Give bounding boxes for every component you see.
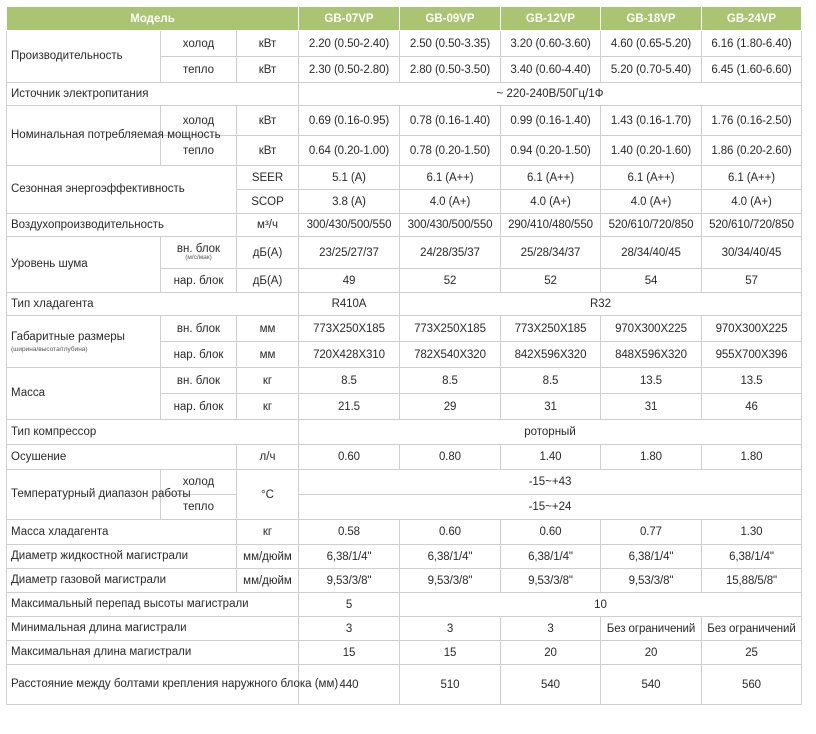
refrigerant-value-rest: R32: [400, 293, 802, 316]
bolt-distance-label: Расстояние между болтами крепления наружного блока (мм): [7, 665, 299, 705]
refrigerant-mass-unit: кг: [237, 520, 299, 545]
dimensions-indoor-label: вн. блок: [161, 316, 237, 342]
compressor-value: роторный: [299, 420, 802, 445]
weight-indoor-value: 13.5: [601, 368, 702, 394]
bolt-distance-value: 510: [400, 665, 501, 705]
min-length-value: 3: [400, 617, 501, 641]
dehumidification-value: 0.80: [400, 445, 501, 470]
capacity-cool-value: 2.50 (0.50-3.35): [400, 31, 501, 57]
seer-value: 6.1 (A++): [601, 166, 702, 190]
temp-range-heat-value: -15~+24: [299, 495, 802, 520]
max-length-value: 20: [501, 641, 601, 665]
power-input-heat-value: 0.78 (0.20-1.50): [400, 136, 501, 166]
max-length-value: 15: [299, 641, 400, 665]
dehumidification-value: 1.80: [702, 445, 802, 470]
weight-indoor-value: 8.5: [299, 368, 400, 394]
dehumidification-value: 1.80: [601, 445, 702, 470]
gas-pipe-value: 9,53/3/8": [501, 569, 601, 593]
table-row: [7, 106, 802, 136]
temp-range-label: Температурный диапазон работы: [7, 470, 161, 520]
capacity-cool-value: 2.20 (0.50-2.40): [299, 31, 400, 57]
bolt-distance-value: 440: [299, 665, 400, 705]
capacity-unit-cool: кВт: [237, 31, 299, 57]
capacity-heat-value: 2.30 (0.50-2.80): [299, 57, 400, 83]
header-model-2: GB-09VP: [400, 7, 501, 31]
table-row: [7, 593, 802, 617]
max-length-value: 25: [702, 641, 802, 665]
table-row: [7, 665, 802, 705]
min-length-label: Минимальная длина магистрали: [7, 617, 299, 641]
noise-indoor-value: 28/34/40/45: [601, 237, 702, 269]
power-supply-value: ~ 220-240В/50Гц/1Ф: [299, 83, 802, 106]
airflow-value: 520/610/720/850: [702, 214, 802, 237]
table-row: [7, 293, 802, 316]
gas-pipe-value: 9,53/3/8": [601, 569, 702, 593]
dimensions-note: (ширина/высота/глубина): [11, 346, 88, 354]
weight-outdoor-value: 31: [501, 394, 601, 420]
capacity-cool-value: 4.60 (0.65-5.20): [601, 31, 702, 57]
noise-indoor-note: (м/с/мак): [185, 254, 212, 262]
table-row: [7, 83, 802, 106]
weight-indoor-value: 8.5: [400, 368, 501, 394]
max-height-value-rest: 10: [400, 593, 802, 617]
seasonal-label: Сезонная энергоэффективность: [7, 166, 237, 214]
weight-unit-outdoor: кг: [237, 394, 299, 420]
capacity-heat-value: 3.40 (0.60-4.40): [501, 57, 601, 83]
noise-indoor-value: 25/28/34/37: [501, 237, 601, 269]
refrigerant-value-first: R410A: [299, 293, 400, 316]
capacity-heat-value: 2.80 (0.50-3.50): [400, 57, 501, 83]
table-row: [7, 237, 802, 269]
temp-range-cool-label: холод: [161, 470, 237, 495]
table-row: [7, 569, 802, 593]
dimensions-label: Габаритные размеры: [11, 331, 125, 344]
power-supply-label: Источник электропитания: [7, 83, 299, 106]
noise-indoor-value: 24/28/35/37: [400, 237, 501, 269]
power-input-cool-value: 0.69 (0.16-0.95): [299, 106, 400, 136]
dimensions-unit-indoor: мм: [237, 316, 299, 342]
power-input-heat-label: тепло: [161, 136, 237, 166]
dimensions-outdoor-value: 842X596X320: [501, 342, 601, 368]
power-input-cool-value: 0.78 (0.16-1.40): [400, 106, 501, 136]
bolt-distance-value: 540: [601, 665, 702, 705]
refrigerant-mass-value: 1.30: [702, 520, 802, 545]
liquid-pipe-value: 6,38/1/4": [601, 545, 702, 569]
weight-indoor-value: 13.5: [702, 368, 802, 394]
noise-outdoor-value: 54: [601, 269, 702, 293]
refrigerant-mass-value: 0.58: [299, 520, 400, 545]
header-model-1: GB-07VP: [299, 7, 400, 31]
dimensions-indoor-value: 773X250X185: [501, 316, 601, 342]
noise-outdoor-value: 52: [400, 269, 501, 293]
bolt-distance-value: 560: [702, 665, 802, 705]
liquid-pipe-value: 6,38/1/4": [501, 545, 601, 569]
liquid-pipe-unit: мм/дюйм: [237, 545, 299, 569]
dimensions-outdoor-value: 720X428X310: [299, 342, 400, 368]
airflow-value: 300/430/500/550: [400, 214, 501, 237]
refrigerant-mass-value: 0.60: [400, 520, 501, 545]
scop-value: 4.0 (A+): [702, 190, 802, 214]
seer-value: 6.1 (A++): [501, 166, 601, 190]
liquid-pipe-value: 6,38/1/4": [299, 545, 400, 569]
table-row: [7, 31, 802, 57]
refrigerant-mass-label: Масса хладагента: [7, 520, 237, 545]
table-row: [7, 166, 802, 190]
table-row: [7, 316, 802, 342]
power-input-heat-value: 0.94 (0.20-1.50): [501, 136, 601, 166]
table-row: [7, 368, 802, 394]
power-input-cool-value: 0.99 (0.16-1.40): [501, 106, 601, 136]
refrigerant-mass-value: 0.60: [501, 520, 601, 545]
power-input-heat-value: 1.40 (0.20-1.60): [601, 136, 702, 166]
table-row: [7, 420, 802, 445]
noise-unit-indoor: дБ(А): [237, 237, 299, 269]
dimensions-unit-outdoor: мм: [237, 342, 299, 368]
liquid-pipe-label: Диаметр жидкостной магистрали: [7, 545, 237, 569]
noise-indoor-label: вн. блок: [176, 243, 221, 256]
power-input-unit-heat: кВт: [237, 136, 299, 166]
header-row: [7, 7, 802, 31]
temp-range-heat-label: тепло: [161, 495, 237, 520]
noise-outdoor-value: 52: [501, 269, 601, 293]
power-input-cool-label: холод: [161, 106, 237, 136]
scop-value: 4.0 (A+): [400, 190, 501, 214]
dehumidification-label: Осушение: [7, 445, 237, 470]
min-length-value: 3: [501, 617, 601, 641]
dimensions-indoor-value: 773X250X185: [400, 316, 501, 342]
min-length-value: 3: [299, 617, 400, 641]
gas-pipe-value: 9,53/3/8": [299, 569, 400, 593]
header-model-5: GB-24VP: [702, 7, 802, 31]
noise-indoor-value: 23/25/27/37: [299, 237, 400, 269]
noise-indoor-value: 30/34/40/45: [702, 237, 802, 269]
weight-outdoor-label: нар. блок: [161, 394, 237, 420]
power-input-unit-cool: кВт: [237, 106, 299, 136]
capacity-cool-value: 3.20 (0.60-3.60): [501, 31, 601, 57]
dimensions-indoor-value: 970X300X225: [702, 316, 802, 342]
weight-indoor-value: 8.5: [501, 368, 601, 394]
weight-indoor-label: вн. блок: [161, 368, 237, 394]
power-input-heat-value: 1.86 (0.20-2.60): [702, 136, 802, 166]
airflow-unit: м³/ч: [237, 214, 299, 237]
max-height-label: Максимальный перепад высоты магистрали: [7, 593, 299, 617]
header-model-3: GB-12VP: [501, 7, 601, 31]
power-input-heat-value: 0.64 (0.20-1.00): [299, 136, 400, 166]
dimensions-indoor-value: 773X250X185: [299, 316, 400, 342]
weight-outdoor-value: 46: [702, 394, 802, 420]
capacity-cool-label: холод: [161, 31, 237, 57]
noise-unit-outdoor: дБ(А): [237, 269, 299, 293]
dimensions-outdoor-value: 955X700X396: [702, 342, 802, 368]
seer-value: 6.1 (A++): [400, 166, 501, 190]
capacity-heat-value: 6.45 (1.60-6.60): [702, 57, 802, 83]
noise-outdoor-value: 49: [299, 269, 400, 293]
noise-outdoor-label: нар. блок: [161, 269, 237, 293]
seer-value: 6.1 (A++): [702, 166, 802, 190]
table-row: [7, 641, 802, 665]
liquid-pipe-value: 6,38/1/4": [702, 545, 802, 569]
table-row: [7, 470, 802, 495]
airflow-value: 300/430/500/550: [299, 214, 400, 237]
gas-pipe-value: 9,53/3/8": [400, 569, 501, 593]
weight-outdoor-value: 29: [400, 394, 501, 420]
capacity-unit-heat: кВт: [237, 57, 299, 83]
temp-range-cool-value: -15~+43: [299, 470, 802, 495]
noise-outdoor-value: 57: [702, 269, 802, 293]
bolt-distance-value: 540: [501, 665, 601, 705]
min-length-value: Без ограничений: [601, 617, 702, 641]
table-row: [7, 545, 802, 569]
power-input-label: Номинальная потребляемая мощность: [7, 106, 161, 166]
airflow-value: 520/610/720/850: [601, 214, 702, 237]
table-row: [7, 520, 802, 545]
table-row: [7, 214, 802, 237]
gas-pipe-label: Диаметр газовой магистрали: [7, 569, 237, 593]
scop-value: 4.0 (A+): [601, 190, 702, 214]
power-input-cool-value: 1.76 (0.16-2.50): [702, 106, 802, 136]
refrigerant-mass-value: 0.77: [601, 520, 702, 545]
seer-label: SEER: [237, 166, 299, 190]
table-row: [7, 617, 802, 641]
dimensions-outdoor-value: 848X596X320: [601, 342, 702, 368]
scop-label: SCOP: [237, 190, 299, 214]
spec-table: [6, 6, 802, 705]
noise-indoor-cell: [161, 237, 237, 269]
temp-range-unit: °С: [237, 470, 299, 520]
table-row: [7, 445, 802, 470]
gas-pipe-value: 15,88/5/8": [702, 569, 802, 593]
dehumidification-value: 1.40: [501, 445, 601, 470]
power-input-cool-value: 1.43 (0.16-1.70): [601, 106, 702, 136]
capacity-label: Производительность: [7, 31, 161, 83]
dimensions-cell: [7, 316, 161, 368]
min-length-value: Без ограничений: [702, 617, 802, 641]
airflow-label: Воздухопроизводительность: [7, 214, 237, 237]
dehumidification-value: 0.60: [299, 445, 400, 470]
max-length-label: Максимальная длина магистрали: [7, 641, 299, 665]
dimensions-outdoor-label: нар. блок: [161, 342, 237, 368]
dehumidification-unit: л/ч: [237, 445, 299, 470]
header-model-label: Модель: [7, 7, 299, 31]
max-length-value: 20: [601, 641, 702, 665]
max-length-value: 15: [400, 641, 501, 665]
dimensions-indoor-value: 970X300X225: [601, 316, 702, 342]
weight-outdoor-value: 21.5: [299, 394, 400, 420]
compressor-label: Тип компрессор: [7, 420, 299, 445]
gas-pipe-unit: мм/дюйм: [237, 569, 299, 593]
weight-outdoor-value: 31: [601, 394, 702, 420]
header-model-4: GB-18VP: [601, 7, 702, 31]
refrigerant-label: Тип хладагента: [7, 293, 299, 316]
noise-label: Уровень шума: [7, 237, 161, 293]
dimensions-outdoor-value: 782X540X320: [400, 342, 501, 368]
scop-value: 4.0 (A+): [501, 190, 601, 214]
capacity-heat-label: тепло: [161, 57, 237, 83]
weight-unit-indoor: кг: [237, 368, 299, 394]
seer-value: 5.1 (A): [299, 166, 400, 190]
capacity-cool-value: 6.16 (1.80-6.40): [702, 31, 802, 57]
scop-value: 3.8 (A): [299, 190, 400, 214]
capacity-heat-value: 5.20 (0.70-5.40): [601, 57, 702, 83]
weight-label: Масса: [7, 368, 161, 420]
airflow-value: 290/410/480/550: [501, 214, 601, 237]
liquid-pipe-value: 6,38/1/4": [400, 545, 501, 569]
max-height-value-first: 5: [299, 593, 400, 617]
